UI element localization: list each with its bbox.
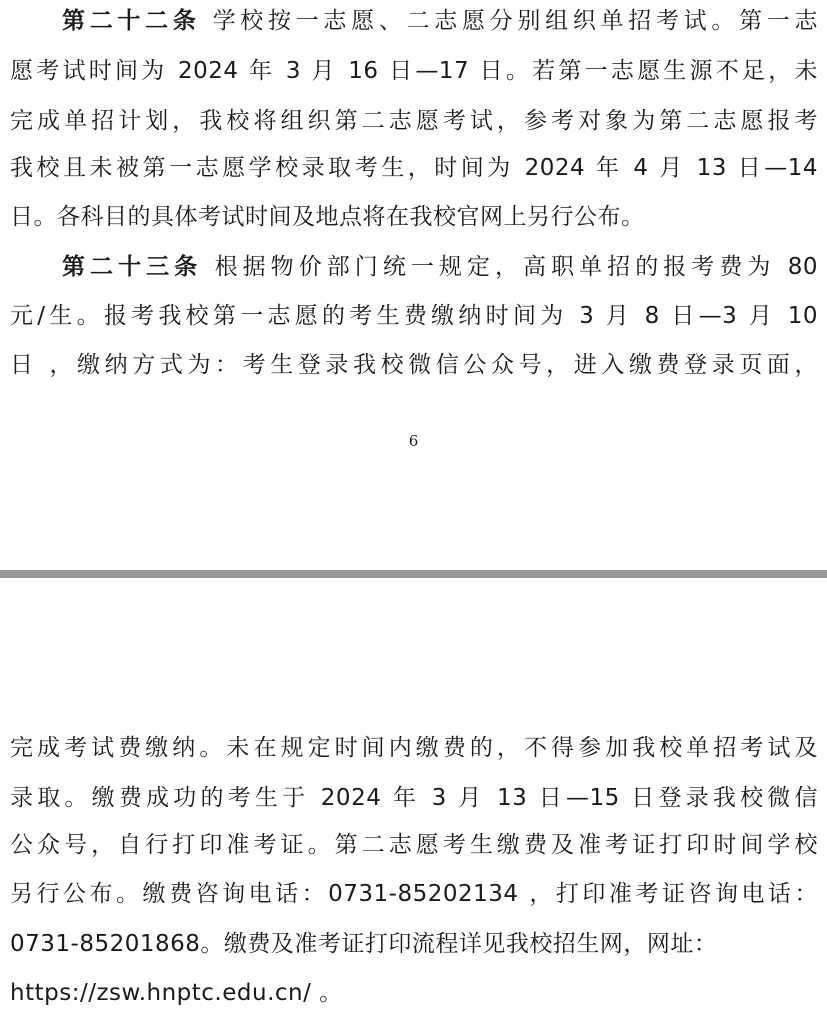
document-page-bottom [0,578,827,1015]
article-22-title: 第二十二条 [62,8,201,34]
article-23-line-3: 日 ，缴纳方式为：考生登录我校微信公众号，进入缴费登录页面， [10,352,818,378]
article-22-line-2: 愿考试时间为 2024 年 3 月 16 日—17 日。若第一志愿生源不足，未 [10,58,818,84]
paragraph-line-4: 另行公布。缴费咨询电话：0731-85202134 ，打印准考证咨询电话： [10,881,818,907]
article-22-line-3: 完成单招计划，我校将组织第二志愿考试，参考对象为第二志愿报考 [10,108,818,134]
article-23-line-1: 第二十三条 根据物价部门统一规定，高职单招的报考费为 80 [62,254,819,280]
article-22-line-5: 日。各科目的具体考试时间及地点将在我校官网上另行公布。 [10,204,645,230]
article-23-line-2: 元/生。报考我校第一志愿的考生费缴纳时间为 3 月 8 日—3 月 10 [10,303,818,329]
paragraph-line-2: 录取。缴费成功的考生于 2024 年 3 月 13 日—15 日登录我校微信 [10,785,818,811]
page-number: 6 [408,432,419,450]
article-23-title: 第二十三条 [62,254,203,280]
article-22-line-4: 我校且未被第一志愿学校录取考生，时间为 2024 年 4 月 13 日—14 [10,155,818,181]
website-link[interactable]: https://zsw.hnptc.edu.cn/ 。 [10,980,343,1006]
paragraph-line-5: 0731-85201868。缴费及准考证打印流程详见我校招生网，网址： [10,931,718,957]
paragraph-line-3: 公众号，自行打印准考证。第二志愿考生缴费及准考证打印时间学校 [10,832,818,858]
page-separator [0,570,827,578]
paragraph-line-1: 完成考试费缴纳。未在规定时间内缴费的，不得参加我校单招考试及 [10,735,818,761]
article-22-line-1: 第二十二条 学校按一志愿、二志愿分别组织单招考试。第一志 [62,8,819,34]
